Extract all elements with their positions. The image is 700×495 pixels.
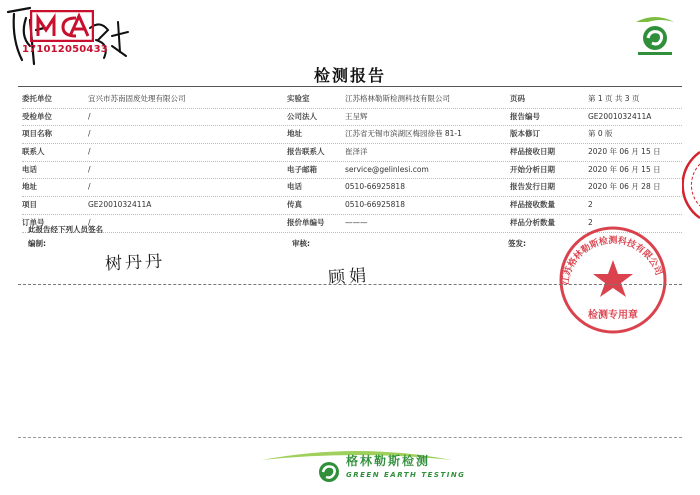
field-value: /	[88, 147, 91, 157]
table-row	[22, 179, 682, 197]
field-label: 联系人	[22, 147, 45, 157]
field-label: 地址	[287, 129, 302, 139]
field-label: 委托单位	[22, 94, 52, 103]
top-divider	[18, 86, 682, 87]
field-label: 页码	[510, 94, 525, 103]
inspection-seal-stamp	[548, 218, 678, 338]
field-label: 地址	[22, 182, 37, 192]
field-value: /	[88, 111, 91, 121]
svg-text:江苏格林勒斯检测科技有限公司: 江苏格林勒斯检测科技有限公司	[560, 235, 664, 286]
issue-label: 签发:	[508, 239, 526, 248]
field-value: GE2001032411A	[588, 111, 652, 121]
field-value: 2020 年 06 月 15 日	[588, 147, 661, 157]
field-label: 实验室	[287, 94, 310, 103]
field-value: 2020 年 06 月 15 日	[588, 164, 661, 174]
field-label: 版本修订	[510, 129, 540, 139]
table-row	[22, 162, 682, 180]
field-label: 样品分析数量	[510, 217, 555, 227]
cma-logo-icon	[30, 10, 94, 42]
field-value: GE2001032411A	[88, 200, 152, 210]
field-label: 报告编号	[510, 111, 540, 121]
signature-note: 此报告经下列人员签名	[28, 225, 103, 234]
field-value: 2	[588, 217, 593, 227]
field-label: 样品接收日期	[510, 147, 555, 157]
table-row	[22, 109, 682, 127]
field-value: 王呈辉	[345, 111, 368, 121]
field-value: 江苏格林勒斯检测科技有限公司	[345, 94, 450, 103]
compile-label: 编制:	[28, 239, 46, 248]
edge-seal-fragment	[682, 150, 700, 220]
table-row	[22, 144, 682, 162]
field-value: ———	[345, 217, 368, 227]
field-value: /	[88, 164, 91, 174]
compiler-signature: 树丹丹	[104, 251, 166, 275]
field-label: 电话	[287, 182, 302, 192]
field-value: 第 1 页 共 3 页	[588, 94, 640, 103]
field-label: 受检单位	[22, 111, 52, 121]
table-row	[22, 197, 682, 215]
review-label: 审核:	[292, 239, 310, 248]
field-label: 报告发行日期	[510, 182, 555, 192]
field-value: 0510-66925818	[345, 200, 405, 210]
field-value: /	[88, 129, 91, 139]
field-label: 开始分析日期	[510, 164, 555, 174]
field-value: 2020 年 06 月 28 日	[588, 182, 661, 192]
field-label: 电话	[22, 164, 37, 174]
field-label: 电子邮箱	[287, 164, 317, 174]
field-label: 样品接收数量	[510, 200, 555, 210]
field-label: 订单号	[22, 217, 45, 227]
table-row	[22, 91, 682, 109]
field-label: 项目名称	[22, 129, 52, 139]
cma-number: 171012050433	[22, 44, 108, 55]
field-value: 2	[588, 200, 593, 210]
svg-text:检测专用章: 检测专用章	[588, 310, 638, 321]
cma-mark	[22, 10, 108, 56]
reviewer-signature: 顾娟	[327, 265, 371, 289]
field-label: 报告联系人	[287, 147, 325, 157]
email-link[interactable]: service@gelinlesi.com	[345, 164, 429, 174]
field-value: 第 0 版	[588, 129, 613, 139]
field-label: 传真	[287, 200, 302, 210]
footer-divider	[18, 437, 682, 438]
field-value: 宜兴市苏南固废处理有限公司	[88, 94, 186, 103]
table-row	[22, 126, 682, 144]
field-value: /	[88, 217, 91, 227]
field-value: 崔泽洋	[345, 147, 368, 157]
field-label: 项目	[22, 200, 37, 210]
field-label: 报价单编号	[287, 217, 325, 227]
page-title: 检测报告	[313, 66, 386, 85]
green-earth-logo-icon	[630, 12, 680, 56]
field-label: 公司法人	[287, 111, 317, 121]
field-value: /	[88, 182, 91, 192]
footer-brand-en: GREEN EARTH TESTING	[346, 471, 466, 479]
report-info-table	[22, 91, 682, 233]
section-divider	[18, 284, 682, 285]
field-value: 0510-66925818	[345, 182, 405, 192]
field-value: 江苏省无锡市滨湖区梅园徐巷 81-1	[345, 129, 462, 139]
footer-brand-cn: 格林勒斯检测	[346, 454, 431, 468]
